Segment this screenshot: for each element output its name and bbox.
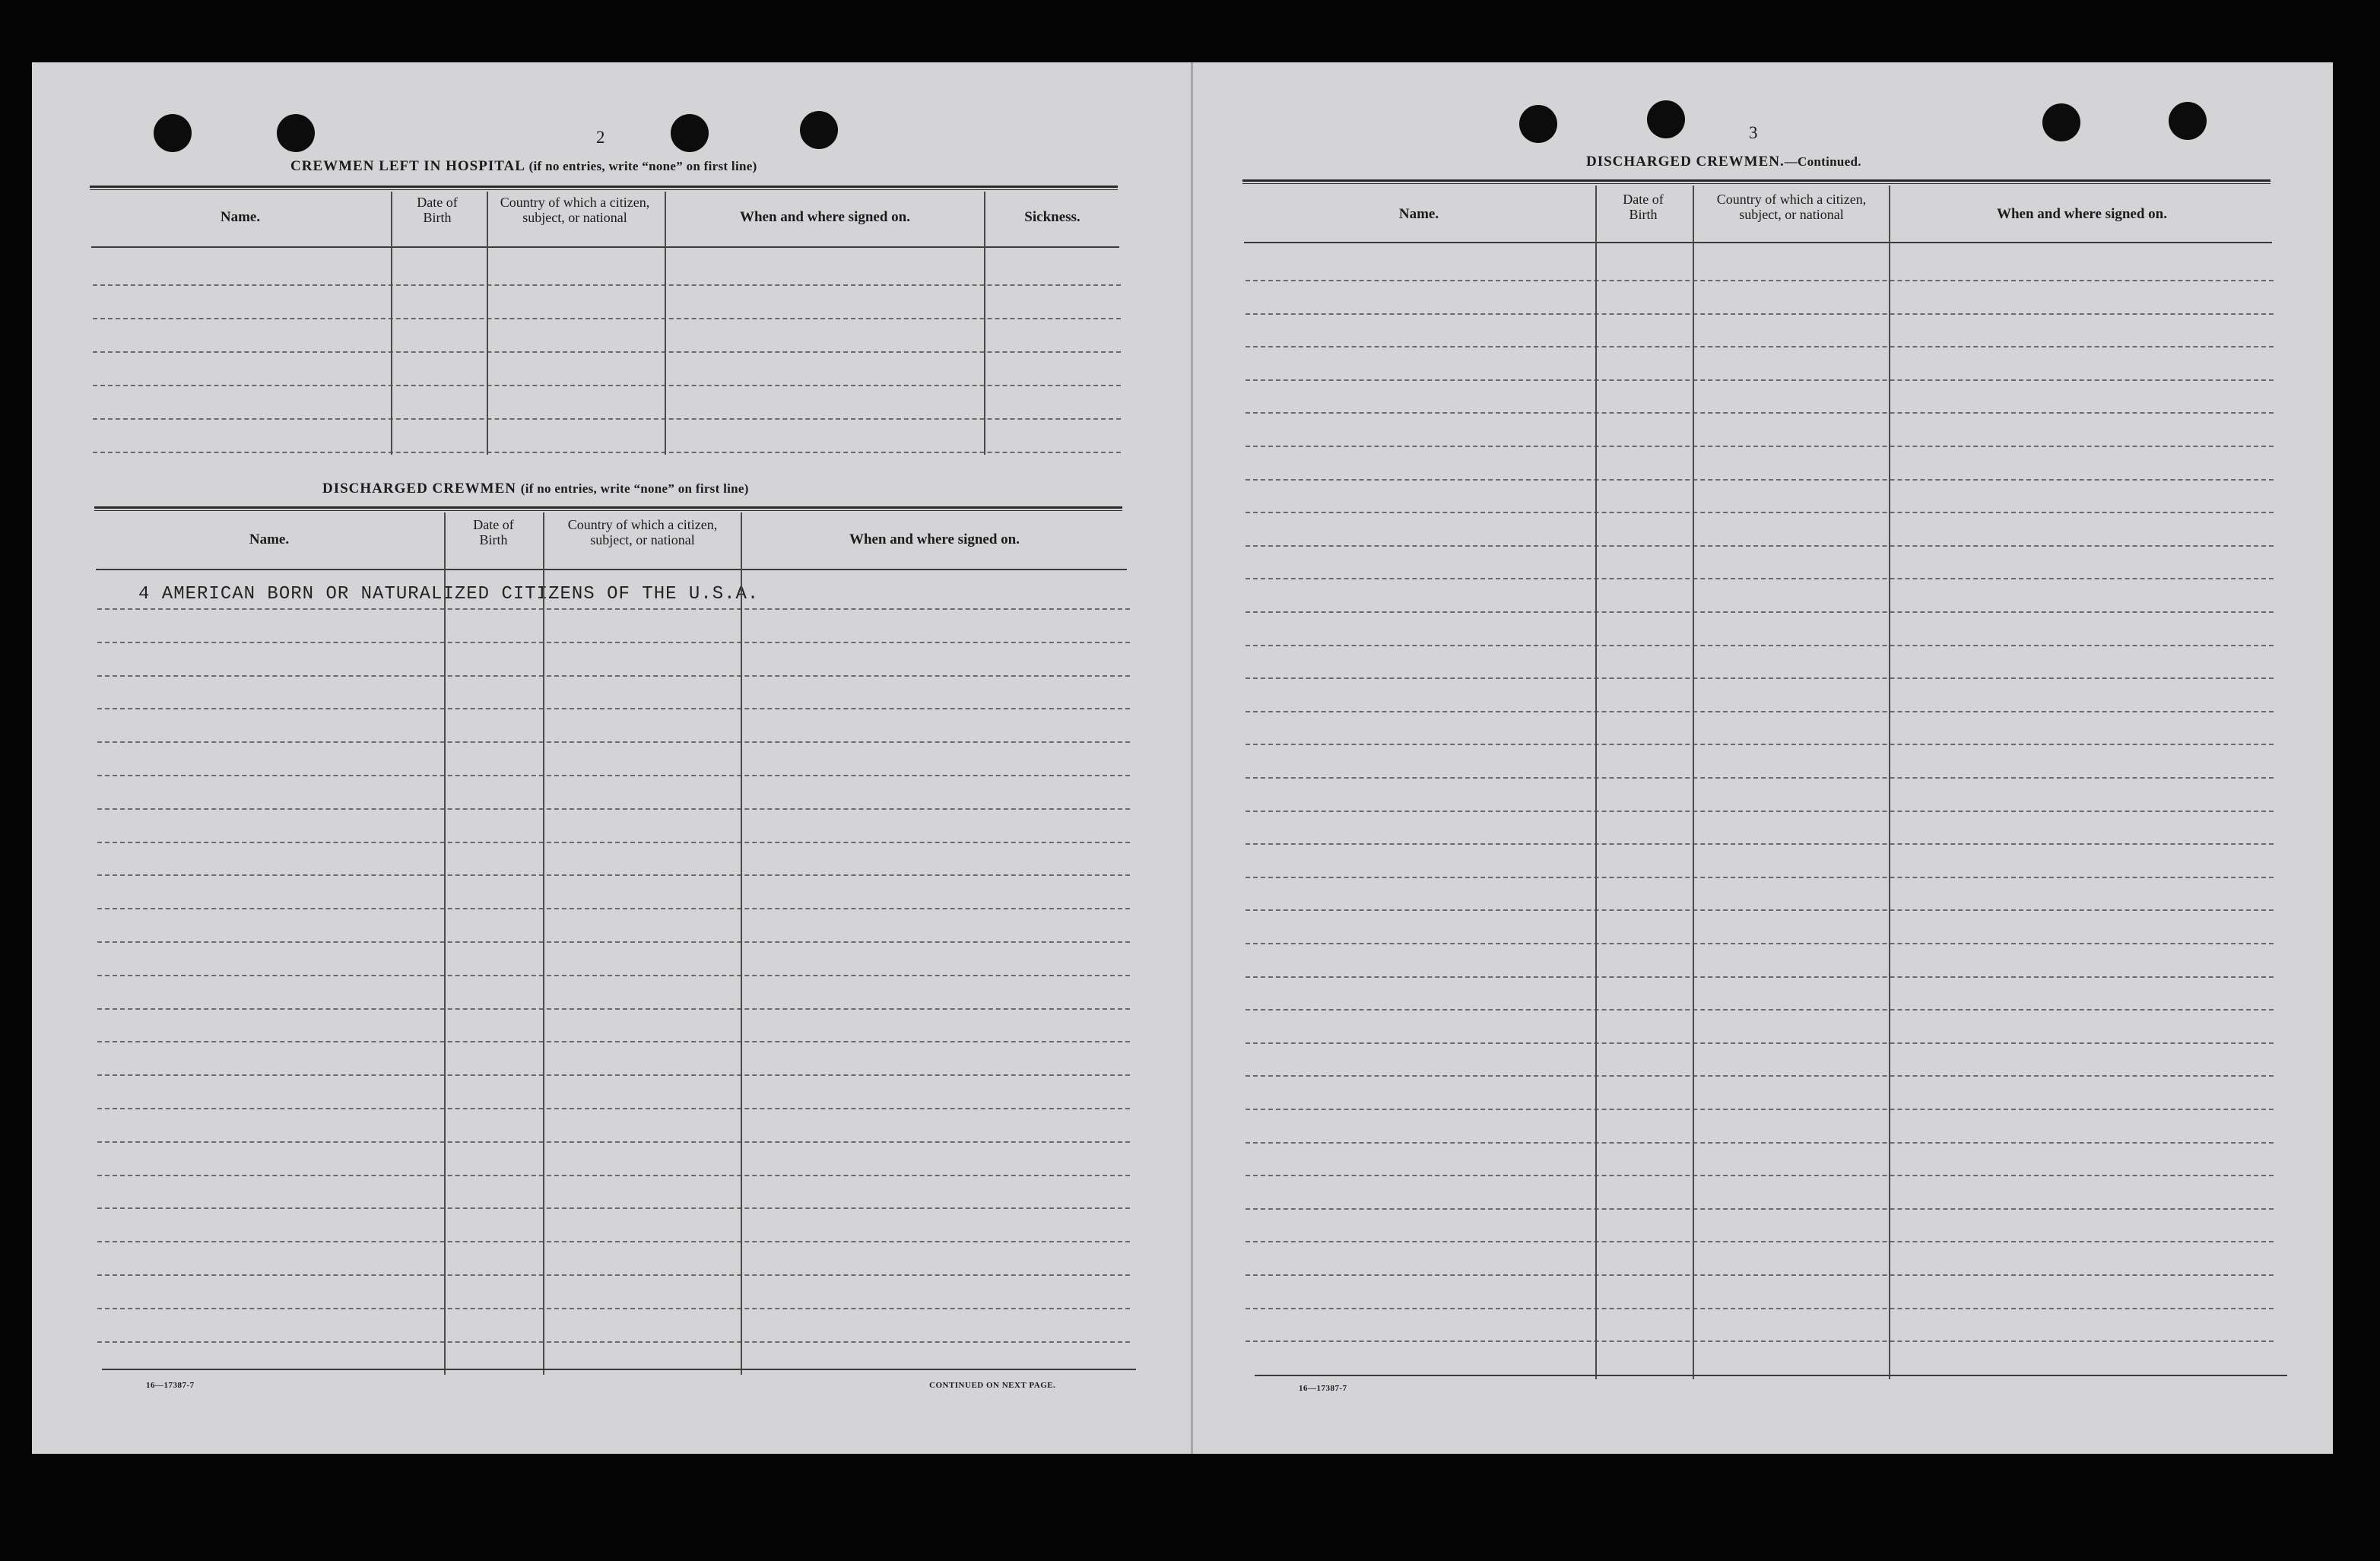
entry-line <box>93 284 1121 286</box>
column-divider <box>391 192 392 455</box>
column-divider <box>984 192 985 455</box>
column-divider <box>543 512 544 1375</box>
discharged-header-rule <box>96 569 1127 570</box>
entry-line <box>1246 1274 2274 1276</box>
punch-hole <box>2042 103 2080 141</box>
form-number: 16—17387-7 <box>146 1381 195 1390</box>
column-divider <box>444 512 446 1375</box>
entry-line <box>97 1241 1130 1242</box>
column-divider <box>1595 186 1597 1379</box>
entry-line <box>97 874 1130 876</box>
punch-hole <box>1647 100 1685 138</box>
entry-line <box>1246 1075 2274 1077</box>
entry-line <box>97 1308 1130 1309</box>
punch-hole <box>671 114 709 152</box>
entry-line <box>97 1207 1130 1209</box>
discharged-entry: 4 AMERICAN BORN OR NATURALIZED CITIZENS OF THE U.S.A. <box>138 584 760 604</box>
entry-line <box>97 675 1130 677</box>
col-header-name: Name. <box>249 531 290 547</box>
continued-label: —Continued. <box>1784 154 1861 169</box>
entry-line <box>97 1175 1130 1176</box>
entry-line <box>97 642 1130 643</box>
discharged-subtitle: (if no entries, write “none” on first line) <box>520 481 749 496</box>
page-fold <box>1191 62 1193 1454</box>
punch-hole <box>277 114 315 152</box>
entry-line <box>97 842 1130 843</box>
entry-line <box>1246 412 2274 414</box>
column-divider <box>1889 186 1890 1379</box>
entry-line <box>1246 744 2274 745</box>
discharged-top-rule <box>1242 179 2271 184</box>
entry-line <box>97 741 1130 743</box>
col-header-name: Name. <box>1398 206 1439 222</box>
entry-line <box>93 351 1121 353</box>
hospital-subtitle: (if no entries, write “none” on first line) <box>528 159 757 173</box>
entry-line <box>1246 346 2274 347</box>
discharged-continued-title <box>1586 154 1861 170</box>
entry-line <box>93 385 1121 386</box>
page-number: 3 <box>1749 123 1758 142</box>
punch-hole <box>800 111 838 149</box>
form-number: 16—17387-7 <box>1299 1384 1347 1393</box>
col-header-dob: Date of Birth <box>417 195 458 225</box>
hospital-header-rule <box>91 246 1119 248</box>
discharged-top-rule <box>94 506 1122 511</box>
col-header-dob: Date of Birth <box>1623 192 1664 222</box>
entry-line <box>97 1041 1130 1042</box>
discharged-header-rule <box>1244 242 2272 243</box>
entry-line <box>93 452 1121 453</box>
punch-hole <box>154 114 192 152</box>
entry-line <box>1246 280 2274 281</box>
col-header-signed: When and where signed on. <box>849 531 1020 547</box>
entry-line <box>97 1074 1130 1076</box>
entry-line <box>1246 943 2274 944</box>
entry-line <box>93 318 1121 319</box>
entry-line <box>1246 645 2274 646</box>
entry-line <box>97 1141 1130 1143</box>
entry-line <box>97 608 1130 610</box>
entry-line <box>1246 1109 2274 1110</box>
entry-line <box>1246 479 2274 481</box>
hospital-title: CREWMEN LEFT IN HOSPITAL <box>290 158 525 174</box>
entry-line <box>1246 1142 2274 1144</box>
col-header-name: Name. <box>220 209 261 225</box>
entry-line <box>1246 1208 2274 1210</box>
entry-line <box>1246 578 2274 579</box>
entry-line <box>1246 843 2274 845</box>
hospital-top-rule <box>90 186 1118 190</box>
entry-line <box>1246 512 2274 513</box>
entry-line <box>1246 1175 2274 1176</box>
entry-line <box>97 941 1130 943</box>
discharged-title: DISCHARGED CREWMEN. <box>1586 154 1785 170</box>
right-page <box>1192 62 2333 1454</box>
entry-line <box>1246 611 2274 613</box>
entry-line <box>1246 976 2274 978</box>
continued-note: CONTINUED ON NEXT PAGE. <box>929 1381 1056 1390</box>
entry-line <box>97 975 1130 976</box>
column-divider <box>487 192 488 455</box>
entry-line <box>1246 379 2274 381</box>
entry-line <box>97 808 1130 810</box>
column-divider <box>665 192 666 455</box>
entry-line <box>97 1108 1130 1109</box>
discharged-title: DISCHARGED CREWMEN <box>322 481 516 497</box>
entry-line <box>1246 1042 2274 1044</box>
column-divider <box>1693 186 1694 1379</box>
page-number: 2 <box>596 128 605 147</box>
entry-line <box>1246 811 2274 812</box>
entry-line <box>1246 1009 2274 1011</box>
entry-line <box>1246 1340 2274 1342</box>
entry-line <box>1246 545 2274 547</box>
entry-line <box>1246 677 2274 679</box>
entry-line <box>97 908 1130 909</box>
discharged-bottom-rule <box>1255 1375 2287 1376</box>
punch-hole <box>1519 105 1557 143</box>
entry-line <box>1246 1308 2274 1309</box>
col-header-country: Country of which a citizen, subject, or national <box>500 195 650 225</box>
entry-line <box>1246 313 2274 315</box>
left-page <box>32 62 1195 1454</box>
col-header-signed: When and where signed on. <box>1996 206 2167 222</box>
col-header-sickness: Sickness. <box>1024 209 1081 225</box>
discharged-section-title <box>322 481 749 497</box>
entry-line <box>1246 446 2274 447</box>
column-divider <box>741 512 742 1375</box>
hospital-section-title <box>290 158 757 175</box>
col-header-country: Country of which a citizen, subject, or national <box>567 517 718 547</box>
col-header-country: Country of which a citizen, subject, or national <box>1716 192 1867 222</box>
entry-line <box>97 775 1130 776</box>
punch-hole <box>2169 102 2207 140</box>
entry-line <box>1246 711 2274 712</box>
entry-line <box>97 1274 1130 1276</box>
entry-line <box>97 708 1130 709</box>
col-header-dob: Date of Birth <box>473 517 514 547</box>
entry-line <box>1246 777 2274 779</box>
entry-line <box>1246 909 2274 911</box>
entry-line <box>97 1008 1130 1010</box>
entry-line <box>1246 877 2274 878</box>
entry-line <box>97 1341 1130 1343</box>
discharged-bottom-rule <box>102 1369 1136 1370</box>
col-header-signed: When and where signed on. <box>739 209 910 225</box>
entry-line <box>1246 1241 2274 1242</box>
entry-line <box>93 418 1121 420</box>
